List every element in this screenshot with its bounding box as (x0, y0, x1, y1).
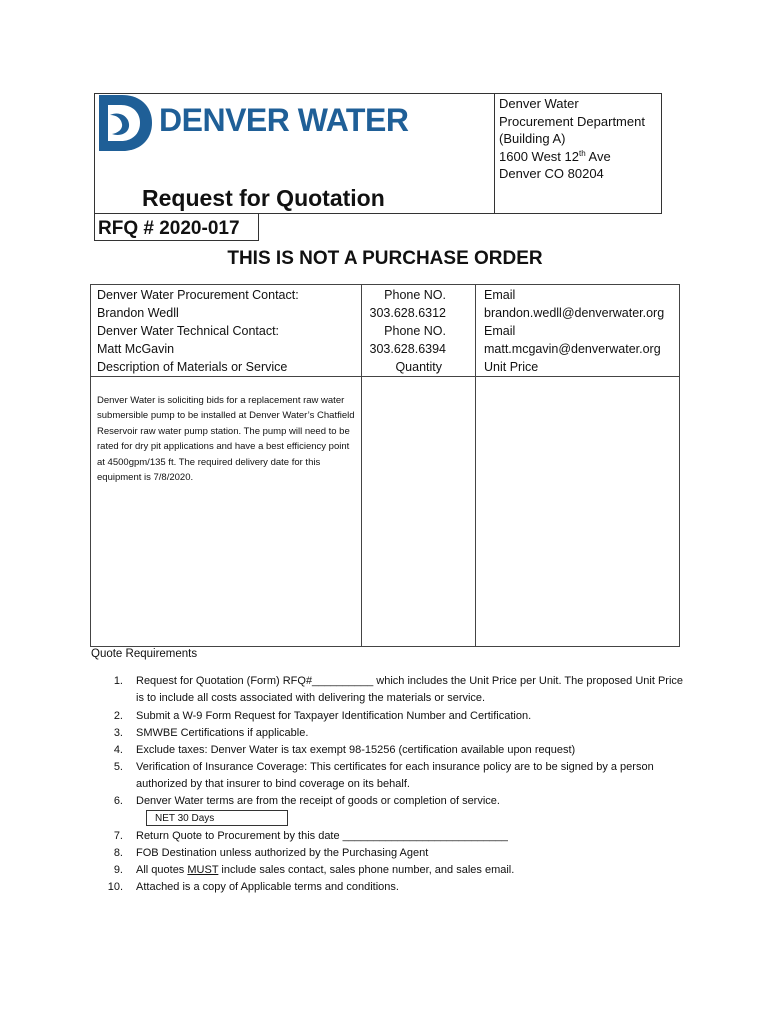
address-street (499, 148, 645, 166)
contact-row-3-phone-header: Phone NO. (384, 324, 446, 338)
list-item-text: FOB Destination unless authorized by the Purchasing Agent (136, 847, 429, 859)
list-item-number: 10. (107, 881, 123, 893)
column-header-unit-price: Unit Price (484, 360, 539, 374)
denver-water-logo-icon (96, 93, 154, 153)
table-border-header-bottom (90, 376, 680, 377)
list-item-text: Exclude taxes: Denver Water is tax exempt 98-15256 (certification available upon request) (136, 744, 576, 756)
address-street-name: Ave (585, 148, 611, 164)
rfq-box-right (258, 213, 259, 241)
table-border-bottom (90, 646, 680, 647)
technical-contact-email[interactable]: matt.mcgavin@denverwater.org (484, 342, 661, 356)
column-header-quantity: Quantity (395, 360, 442, 374)
quote-requirements-title: Quote Requirements (91, 648, 198, 660)
net-terms-box: NET 30 Days (146, 810, 288, 826)
list-item-text: Verification of Insurance Coverage: This certificates for each insurance policy are to be signed by a person authorized by that insurer to bind coverage on its behalf. (136, 761, 654, 790)
contact-row-1-label: Denver Water Procurement Contact: (97, 288, 299, 302)
address-line-3: (Building A) (499, 131, 566, 146)
logo-wordmark: DENVER WATER (159, 102, 409, 138)
table-border-right (679, 284, 680, 647)
address-street-number: 1600 West 12 (499, 148, 579, 164)
header-frame-right (661, 93, 662, 214)
table-border-left (90, 284, 91, 647)
table-border-top (90, 284, 680, 285)
rfq-box-bottom (94, 240, 259, 241)
address-city: Denver CO 80204 (499, 166, 604, 181)
list-item-number: 9. (113, 864, 123, 876)
list-item-number: 3. (113, 727, 123, 739)
list-item-emphasis: MUST (187, 864, 219, 876)
list-item-number: 7. (113, 830, 123, 842)
list-item-text: Return Quote to Procurement by this date ___________________________ (136, 830, 508, 842)
list-item-text (136, 862, 686, 879)
table-border-col2 (475, 284, 476, 647)
rfq-number: RFQ # 2020-017 (98, 218, 240, 239)
procurement-contact-name: Brandon Wedll (97, 306, 179, 320)
contact-row-1-email-header: Email (484, 288, 516, 302)
technical-contact-phone: 303.628.6394 (369, 342, 446, 356)
denver-water-logo (96, 93, 409, 155)
list-item-text-start: All quotes (136, 864, 188, 876)
contact-row-1-phone-header: Phone NO. (384, 288, 446, 302)
list-item-text: SMWBE Certifications if applicable. (136, 727, 309, 739)
procurement-contact-phone: 303.628.6312 (369, 306, 446, 320)
procurement-address (499, 95, 645, 183)
list-item-text: Denver Water terms are from the receipt of goods or completion of service. (136, 795, 500, 807)
rfq-box-top (94, 213, 259, 214)
contact-row-3-email-header: Email (484, 324, 516, 338)
not-purchase-order-notice: THIS IS NOT A PURCHASE ORDER (227, 248, 543, 269)
list-item-number: 2. (113, 710, 123, 722)
list-item-number: 4. (113, 744, 123, 756)
address-line-2: Procurement Department (499, 113, 645, 129)
document-title: Request for Quotation (142, 185, 385, 211)
list-item-number: 5. (113, 761, 123, 773)
list-item-text-end: include sales contact, sales phone number, and sales email. (218, 864, 515, 876)
column-header-description: Description of Materials or Service (97, 360, 288, 374)
header-frame-bottom (258, 213, 662, 214)
contact-row-3-label: Denver Water Technical Contact: (97, 324, 280, 338)
list-item-text: Request for Quotation (Form) RFQ#__________ which includes the Unit Price per Unit. The proposed Unit Price is to include all costs associated with delivering the materials or service. (136, 675, 684, 704)
technical-contact-name: Matt McGavin (97, 342, 175, 356)
address-street-suffix: th (578, 148, 586, 158)
header-frame-divider (494, 93, 495, 214)
address-line-1: Denver Water (499, 96, 579, 111)
list-item-number: 1. (113, 675, 123, 687)
header-frame-left (94, 93, 95, 241)
list-item-text: Submit a W-9 Form Request for Taxpayer Identification Number and Certification. (136, 710, 532, 722)
procurement-contact-email[interactable]: brandon.wedll@denverwater.org (484, 306, 665, 320)
materials-description: Denver Water is soliciting bids for a replacement raw water submersible pump to be installed at Denver Water’s Chatfield Reservoir raw water pump station. The pump will need to be rated for dry pit applications and have a best efficiency point at 4500gpm/135 ft. The required delivery date for this equipment is 7/8/2020. (97, 395, 355, 484)
list-item-number: 6. (113, 795, 123, 807)
list-item-text: Attached is a copy of Applicable terms and conditions. (136, 881, 399, 893)
list-item-number: 8. (113, 847, 123, 859)
